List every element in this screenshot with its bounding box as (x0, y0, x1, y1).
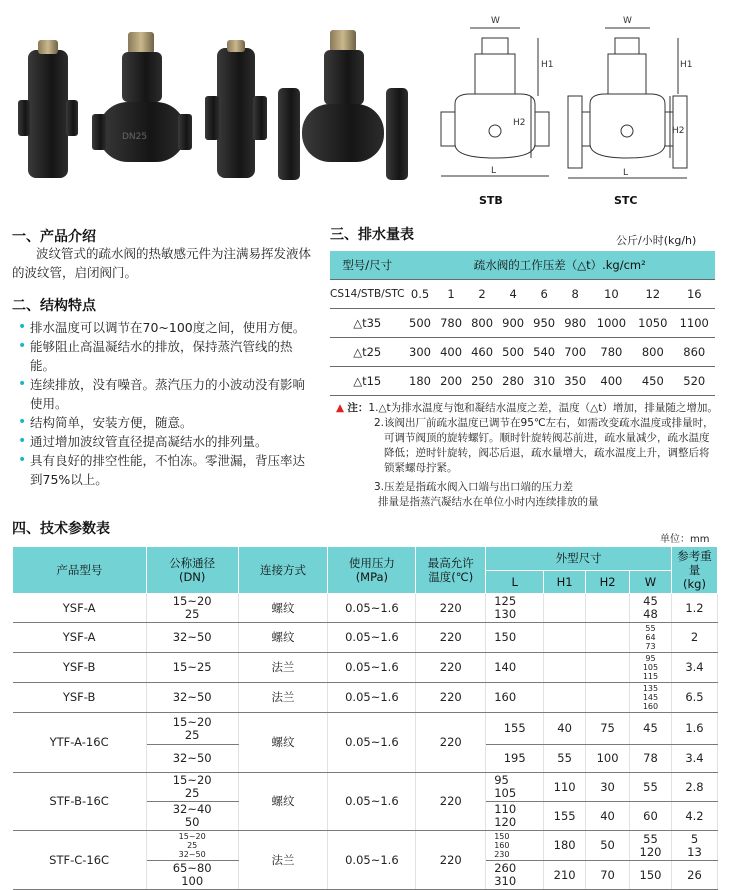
cell-temp: 220 (416, 594, 486, 623)
cell-H1: 55 (544, 745, 586, 773)
cell: 300 (405, 338, 436, 367)
cell-conn: 法兰 (238, 653, 328, 683)
note-1: 1.△t为排水温度与饱和凝结水温度之差，温度（△t）增加，排量随之增加。 (368, 402, 718, 414)
section-3-unit: 公斤/小时(kg/h) (616, 234, 697, 247)
W-value: 55 (645, 624, 656, 633)
section-1-title: 一、产品介绍 (12, 229, 96, 245)
cell-conn: 螺纹 (238, 594, 328, 623)
cell-H2: 50 (586, 831, 630, 861)
table-row (330, 309, 715, 338)
table-row (13, 773, 718, 802)
cell: 500 (405, 309, 436, 338)
L-value: 130 (494, 607, 517, 621)
cell: 1100 (674, 309, 715, 338)
cell-pressure: 0.05~1.6 (328, 773, 416, 831)
cell-weight: 26 (671, 861, 717, 890)
cell: 780 (591, 338, 632, 367)
cell-H1: 180 (544, 831, 586, 861)
cell-model: YTF-A-16C (13, 713, 147, 773)
cell-W: 78 (630, 745, 672, 773)
weight-header: 参考重量 (kg) (677, 549, 712, 591)
cell-weight: 4.2 (671, 802, 717, 831)
cell-temp: 220 (416, 653, 486, 683)
cell-dn (146, 773, 238, 802)
valve-photo-3 (205, 40, 265, 180)
row-label: △t15 (330, 367, 405, 396)
drawing-stb (435, 16, 555, 211)
note-2d: 锁紧螺母拧紧。 (384, 462, 458, 474)
dn-value: 15~20 (172, 773, 212, 787)
col-model: 产品型号 (13, 547, 147, 594)
cell-H1: 210 (544, 861, 586, 890)
cell-H2: 75 (586, 713, 630, 745)
stb-l-label: L (491, 166, 497, 176)
cell-pressure: 0.05~1.6 (328, 594, 416, 623)
section-4-unit: 单位：mm (660, 534, 710, 545)
cell-W (630, 831, 672, 861)
cell: 520 (674, 367, 715, 396)
L-value: 125 (494, 594, 517, 608)
feature-item: • 能够阻止高温凝结水的排放，保持蒸汽管线的热能。 (16, 337, 312, 375)
pressure-cell: 6 (529, 280, 560, 309)
cell-W (630, 623, 672, 653)
cell-H2: 40 (586, 802, 630, 831)
W-value: 45 (643, 594, 658, 608)
pressure-header: 疏水阀的工作压差（△t）.kg/cm² (405, 251, 715, 280)
dn-header: 公称通径 (DN) (169, 556, 216, 584)
cell-H2: 70 (586, 861, 630, 890)
cell: 200 (436, 367, 467, 396)
cell-L: 150 (486, 623, 544, 653)
cell-W (630, 683, 672, 713)
cell-conn: 螺纹 (238, 713, 328, 773)
feature-item: • 结构简单，安装方便，随意。 (16, 413, 312, 432)
cell-model: YSF-B (13, 683, 147, 713)
stc-l-label: L (623, 168, 629, 178)
cell-pressure: 0.05~1.6 (328, 683, 416, 713)
cell-H2: 100 (586, 745, 630, 773)
cell-temp: 220 (416, 831, 486, 890)
col-L: L (486, 570, 544, 594)
feature-list (16, 318, 312, 489)
W-value: 135 (642, 684, 659, 693)
cell-H2 (586, 623, 630, 653)
col-H2: H2 (586, 570, 630, 594)
cell-model: STF-C-16C (13, 831, 147, 890)
cell-H1 (544, 683, 586, 713)
cell: 350 (560, 367, 591, 396)
col-H1: H1 (544, 570, 586, 594)
cell: 1000 (591, 309, 632, 338)
col-W: W (630, 570, 672, 594)
cell: 540 (529, 338, 560, 367)
dn-value: 100 (181, 874, 204, 888)
valve-photo-4 (278, 30, 408, 185)
cell-model: YSF-A (13, 623, 147, 653)
feature-item: • 通过增加波纹管直径提高凝结水的排列量。 (16, 432, 312, 451)
cell-W: 60 (630, 802, 672, 831)
col-model-size: 型号/尺寸 (330, 251, 405, 280)
cell-L (486, 802, 544, 831)
cell: 400 (436, 338, 467, 367)
weight-value: 5 (690, 831, 699, 846)
pressure-cell: 1 (436, 280, 467, 309)
section-4-title: 四、技术参数表 (12, 521, 110, 537)
cell: 1050 (632, 309, 673, 338)
cell-L (486, 594, 544, 623)
section-3-title: 三、排水量表 (330, 227, 414, 243)
note-2c: 降低；逆时针旋转，阀芯后退，疏水量增大，疏水温度上升，调整后将 (384, 447, 710, 459)
cell-L: 155 (486, 713, 544, 745)
stb-label: STB (479, 194, 503, 207)
cell-H1 (544, 653, 586, 683)
cell-pressure: 0.05~1.6 (328, 831, 416, 890)
cell-weight: 2 (671, 623, 717, 653)
stc-w-label: W (623, 16, 632, 26)
stb-h1-label: H1 (541, 60, 554, 70)
cell-H1 (544, 623, 586, 653)
pressure-cell: 12 (632, 280, 673, 309)
cell-L (486, 861, 544, 890)
cell: 900 (498, 309, 529, 338)
feature-item: • 排水温度可以调节在70~100度之间，使用方便。 (16, 318, 312, 337)
cell-W: 55 (630, 773, 672, 802)
W-value: 120 (639, 844, 662, 859)
col-weight (671, 547, 717, 594)
cell: 460 (467, 338, 498, 367)
section-2-title: 二、结构特点 (12, 298, 96, 314)
cell-pressure: 0.05~1.6 (328, 653, 416, 683)
cell-W: 150 (630, 861, 672, 890)
feature-item: • 具有良好的排空性能，不怕冻。零泄漏，背压率达到75%以上。 (16, 451, 312, 489)
dn-value: 15~20 (172, 714, 212, 729)
L-value: 230 (494, 850, 510, 859)
weight-value: 13 (687, 844, 702, 859)
cell-H1 (544, 594, 586, 623)
table-row (330, 338, 715, 367)
pressure-cell: 8 (560, 280, 591, 309)
cell-model: YSF-A (13, 594, 147, 623)
table-row (13, 623, 718, 653)
L-value: 110 (494, 802, 517, 816)
cell: 280 (498, 367, 529, 396)
cell-W (630, 594, 672, 623)
col-conn: 连接方式 (238, 547, 328, 594)
table-row (13, 594, 718, 623)
valve-photo-1 (18, 40, 78, 180)
section-1-text: 波纹管式的疏水阀的热敏感元件为注满易挥发液体的波纹管，启闭阀门。 (12, 246, 312, 280)
dn-value: 15~20 (172, 594, 212, 608)
pressure-header: 使用压力 (MPa) (348, 556, 395, 584)
table-row (330, 367, 715, 396)
L-value: 260 (494, 861, 517, 875)
notes-block (336, 401, 726, 510)
cell-W: 45 (630, 713, 672, 745)
stb-w-label: W (491, 16, 500, 26)
cell: 800 (632, 338, 673, 367)
dn-value: 25 (184, 786, 200, 800)
W-value: 115 (642, 672, 659, 681)
cell-H2: 30 (586, 773, 630, 802)
col-dn (146, 547, 238, 594)
cell: 980 (560, 309, 591, 338)
dn-value: 15~20 (178, 832, 206, 841)
cell-W (630, 653, 672, 683)
cell: 860 (674, 338, 715, 367)
table-row (13, 831, 718, 861)
cell-L (486, 831, 544, 861)
W-value: 64 (645, 633, 656, 642)
feature-item: • 连续排放，没有噪音。蒸汽压力的小波动没有影响使用。 (16, 375, 312, 413)
cell-weight: 6.5 (671, 683, 717, 713)
row-label: △t25 (330, 338, 405, 367)
row-label: △t35 (330, 309, 405, 338)
stb-h2-label: H2 (513, 118, 526, 128)
cell-conn: 螺纹 (238, 773, 328, 831)
table-row (13, 653, 718, 683)
cell-H1: 110 (544, 773, 586, 802)
cell: 310 (529, 367, 560, 396)
pressure-cell: 10 (591, 280, 632, 309)
dn-value: 65~80 (172, 861, 212, 875)
cell-dn (146, 713, 238, 745)
cell-conn: 法兰 (238, 831, 328, 890)
cell: 400 (591, 367, 632, 396)
stc-h1-label: H1 (680, 60, 693, 70)
cell-dn (146, 802, 238, 831)
cell-dn: 32~50 (146, 683, 238, 713)
note-3b: 排量是指蒸汽凝结水在单位小时内连续排放的量 (378, 496, 599, 508)
note-2a: 2.该阀出厂前疏水温度已调节在95℃左右，如需改变疏水温度或排量时， (374, 417, 714, 429)
dn-value: 25 (184, 607, 200, 621)
cell-weight (671, 831, 717, 861)
cell-conn: 法兰 (238, 683, 328, 713)
cell-dn: 32~50 (146, 745, 238, 773)
L-value: 95 (494, 773, 509, 787)
cell-pressure: 0.05~1.6 (328, 623, 416, 653)
cell-temp: 220 (416, 773, 486, 831)
valve-photo-2 (92, 32, 192, 182)
dn-value: 25 (187, 841, 198, 850)
cell-conn: 螺纹 (238, 623, 328, 653)
L-value: 150 (494, 832, 510, 841)
col-dims: 外型尺寸 (486, 547, 672, 571)
L-value: 310 (494, 874, 517, 888)
cell-weight: 1.2 (671, 594, 717, 623)
model-label: CS14/STB/STC (330, 280, 405, 309)
cell: 450 (632, 367, 673, 396)
stc-label: STC (614, 194, 638, 207)
dn-value: 50 (184, 815, 200, 829)
cell-weight: 1.6 (671, 713, 717, 745)
spec-table (12, 546, 718, 890)
cell-H1: 40 (544, 713, 586, 745)
L-value: 120 (494, 815, 517, 829)
warning-triangle-icon: ▲ (336, 402, 345, 414)
stc-h2-label: H2 (672, 126, 685, 136)
cell-temp: 220 (416, 623, 486, 653)
valve-dn-mark: DN25 (122, 132, 148, 142)
cell-L: 195 (486, 745, 544, 773)
cell-weight: 3.4 (671, 653, 717, 683)
cell-H2 (586, 653, 630, 683)
cell-H2 (586, 683, 630, 713)
cell-temp: 220 (416, 713, 486, 773)
cell-H2 (586, 594, 630, 623)
note-2b: 可调节阀顶的旋转螺钉。顺时针旋转阀芯前进，疏水量减少，疏水温度 (384, 432, 710, 444)
L-value: 105 (494, 786, 517, 800)
col-pressure (328, 547, 416, 594)
pressure-cell: 16 (674, 280, 715, 309)
cell-L: 160 (486, 683, 544, 713)
cell-H1: 155 (544, 802, 586, 831)
drawing-stc (560, 16, 695, 211)
W-value: 95 (645, 654, 656, 663)
drainage-table (330, 251, 715, 396)
cell-pressure: 0.05~1.6 (328, 713, 416, 773)
cell-dn: 32~50 (146, 623, 238, 653)
W-value: 73 (645, 642, 656, 651)
dn-value: 25 (184, 727, 200, 742)
notes-prefix: 注： (347, 402, 369, 414)
cell: 250 (467, 367, 498, 396)
L-value: 160 (494, 841, 510, 850)
table-row (13, 713, 718, 745)
cell-weight: 2.8 (671, 773, 717, 802)
cell-dn (146, 831, 238, 861)
pressure-cell: 4 (498, 280, 529, 309)
cell-model: STF-B-16C (13, 773, 147, 831)
temp-header: 最高允许 温度(℃) (427, 556, 474, 584)
cell-dn (146, 861, 238, 890)
cell-model: YSF-B (13, 653, 147, 683)
cell: 700 (560, 338, 591, 367)
W-value: 105 (642, 663, 659, 672)
cell-weight: 3.4 (671, 745, 717, 773)
table-row (13, 683, 718, 713)
note-3a: 3.压差是指疏水阀入口端与出口端的压力差 (374, 481, 574, 493)
col-temp (416, 547, 486, 594)
cell: 500 (498, 338, 529, 367)
stb-outline-drawing (435, 16, 555, 186)
dn-value: 32~50 (178, 850, 206, 859)
product-photos (0, 10, 730, 210)
cell: 780 (436, 309, 467, 338)
W-value: 55 (643, 831, 658, 846)
cell-dn: 15~25 (146, 653, 238, 683)
dn-value: 32~40 (172, 802, 212, 816)
stc-outline-drawing (560, 16, 695, 186)
cell-dn (146, 594, 238, 623)
cell: 950 (529, 309, 560, 338)
pressure-cell: 0.5 (405, 280, 436, 309)
cell-L: 140 (486, 653, 544, 683)
cell: 800 (467, 309, 498, 338)
cell-temp: 220 (416, 683, 486, 713)
W-value: 48 (643, 607, 658, 621)
pressure-cell: 2 (467, 280, 498, 309)
cell-L (486, 773, 544, 802)
W-value: 145 (642, 693, 659, 702)
cell: 180 (405, 367, 436, 396)
W-value: 160 (642, 702, 659, 711)
